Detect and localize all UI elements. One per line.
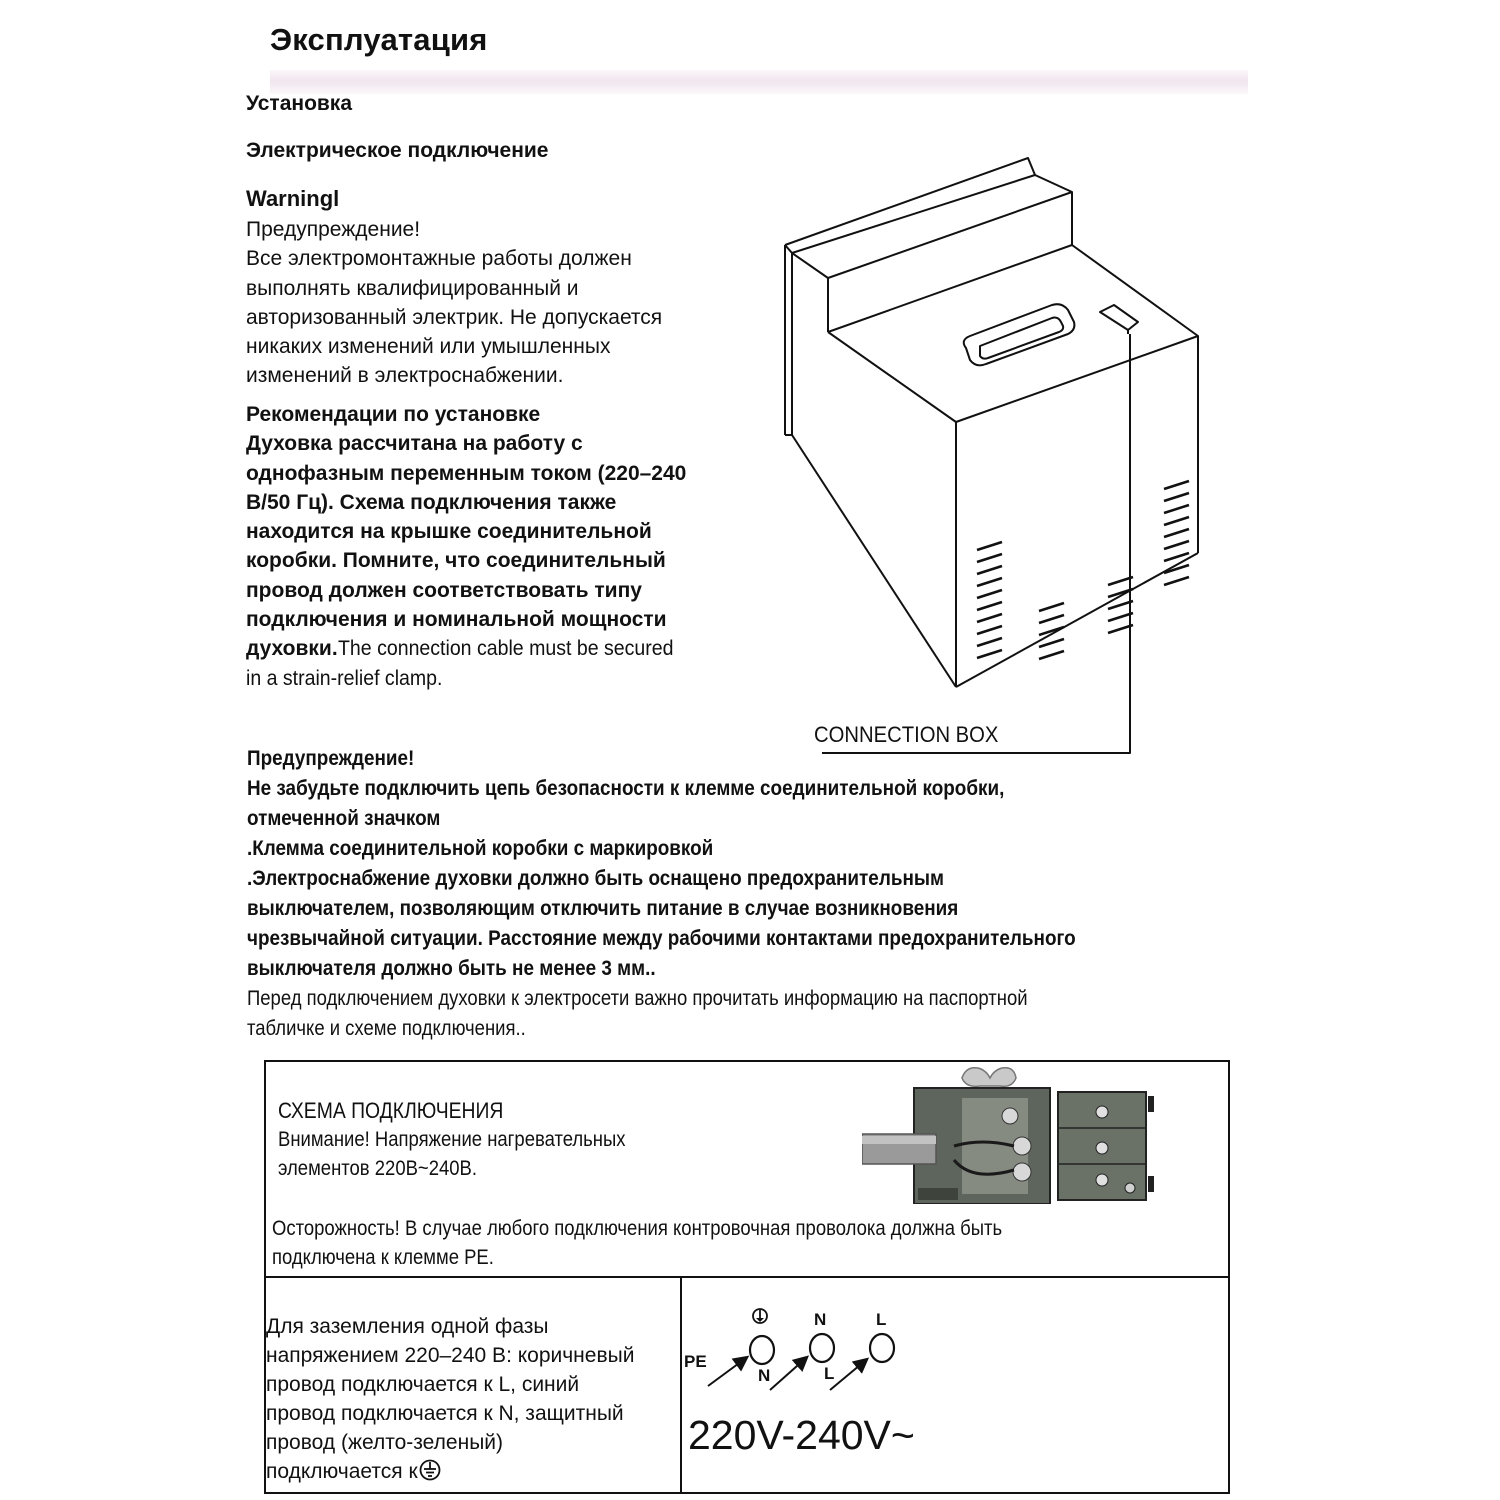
warning2-line: чрезвычайной ситуации. Расстояние между рабочими контактами предохранительного [247,927,1076,950]
vent-slots-left [977,542,1002,658]
body-bottom-left [792,435,956,687]
connection-box-leader [822,334,1130,753]
scheme-caution-line: подключена к клемме PE. [272,1246,494,1269]
warning-heading-ru: Предупреждение! [246,218,421,241]
terminal-label-pe: PE [684,1352,707,1371]
warning2-note-line: табличке и схеме подключения.. [247,1017,526,1040]
page-title: Эксплуатация [270,22,488,57]
arrow-n [770,1358,806,1390]
warning2-line: .Электроснабжение духовки должно быть оснащено предохранительным [247,867,944,890]
warning-line: Все электромонтажные работы должен [246,247,632,271]
grounding-line: Для заземления одной фазы [266,1315,549,1338]
terminal-l [870,1334,894,1362]
scheme-attention-line: элементов 220В~240В. [278,1157,478,1180]
warning2-note-line: Перед подключением духовки к электросети важно прочитать информацию на паспортной [247,987,1028,1010]
grounding-text [266,1312,676,1486]
scheme-attention-line: Внимание! Напряжение нагревательных [278,1128,626,1151]
terminal-n [810,1334,834,1362]
warning2-line: выключателя должно быть не менее 3 мм.. [247,957,656,980]
recommendation-final-line: in a strain-relief clamp. [246,666,443,690]
recommendation-line: находится на крышке соединительной [246,520,652,544]
warning2-line: выключателем, позволяющим отключить питание в случае возникновения [247,897,959,920]
voltage-rating: 220V-240V~ [688,1412,915,1458]
top-recess-inner [980,318,1063,359]
warning2-heading: Предупреждение! [247,747,415,770]
recommendation-line: коробки. Помните, что соединительный [246,549,666,573]
terminal-wiring-diagram [682,1278,942,1398]
terminal-label-n-top: N [814,1310,827,1329]
recommendation-mixed-line [246,634,698,663]
title-underline-band [270,70,1248,94]
recommendations-body [246,400,698,693]
warning-heading-en: Warningl [246,186,340,211]
recommendation-bold-part: духовки. [246,637,338,661]
recommendation-regular-part: The connection cable must be secured [337,637,674,661]
terminal-pe [750,1336,774,1364]
connection-scheme-table [264,1060,1230,1494]
warning-line: выполнять квалифицированный и [246,276,579,300]
arrow-pe [708,1358,746,1386]
grounding-line: провод подключается к N, защитный [266,1402,624,1425]
grounding-last-line [266,1457,676,1486]
recommendation-line: подключения и номинальной мощности [246,608,667,632]
scheme-caution [272,1214,1222,1272]
scheme-caution-line: Осторожность! В случае любого подключения контровочная проволока должна быть [272,1217,1003,1240]
grounding-line: провод (желто-зеленый) [266,1431,504,1454]
grounding-line: напряжением 220–240 В: коричневый [266,1344,635,1367]
terminal-label-l-bottom: L [824,1364,835,1383]
arrow-l [830,1360,866,1390]
oven-connection-diagram [770,150,1230,760]
warning2-line: Не забудьте подключить цепь безопасности к клемме соединительной коробки, [247,777,1005,800]
warning-line: изменений в электроснабжении. [246,364,564,388]
rim-corner [785,245,792,253]
warning-line: авторизованный электрик. Не допускается [246,305,663,329]
connection-box-label: CONNECTION BOX [814,722,999,747]
scheme-title: СХЕМА ПОДКЛЮЧЕНИЯ [278,1098,504,1123]
warning2-line: .Клемма соединительной коробки с маркировкой [247,837,714,860]
terminal-label-l-top: L [876,1310,887,1329]
grounding-line: подключается к [266,1460,418,1483]
body-bottom-right [956,553,1198,687]
grounding-line: провод подключается к L, синий [266,1373,580,1396]
subsection-heading: Электрическое подключение [246,139,549,162]
ground-icon [419,1459,441,1481]
step-bottom-edge [828,245,1072,332]
recommendations-heading: Рекомендации по установке [246,403,541,426]
recommendation-line: В/50 Гц). Схема подключения также [246,490,617,514]
recommendation-line: Духовка рассчитана на работу с [246,432,583,456]
warning-body [246,215,662,391]
scheme-text [278,1096,728,1183]
warning-line: никаких изменений или умышленных [246,335,611,359]
section-heading: Установка [246,92,352,115]
warning2-body [247,744,1168,1044]
top-rim [785,158,1035,253]
warning2-line: отмеченной значком [247,807,441,830]
terminal-block-photo [862,1064,1162,1204]
ground-terminal-icon [753,1309,767,1323]
recommendation-line: провод должен соответствовать типу [246,578,642,602]
terminal-label-n-bottom: N [758,1366,771,1385]
recommendation-line: однофазным переменным током (220–240 [246,461,687,485]
vent-slots-middle [1039,603,1064,659]
connection-box-top [1100,305,1138,330]
